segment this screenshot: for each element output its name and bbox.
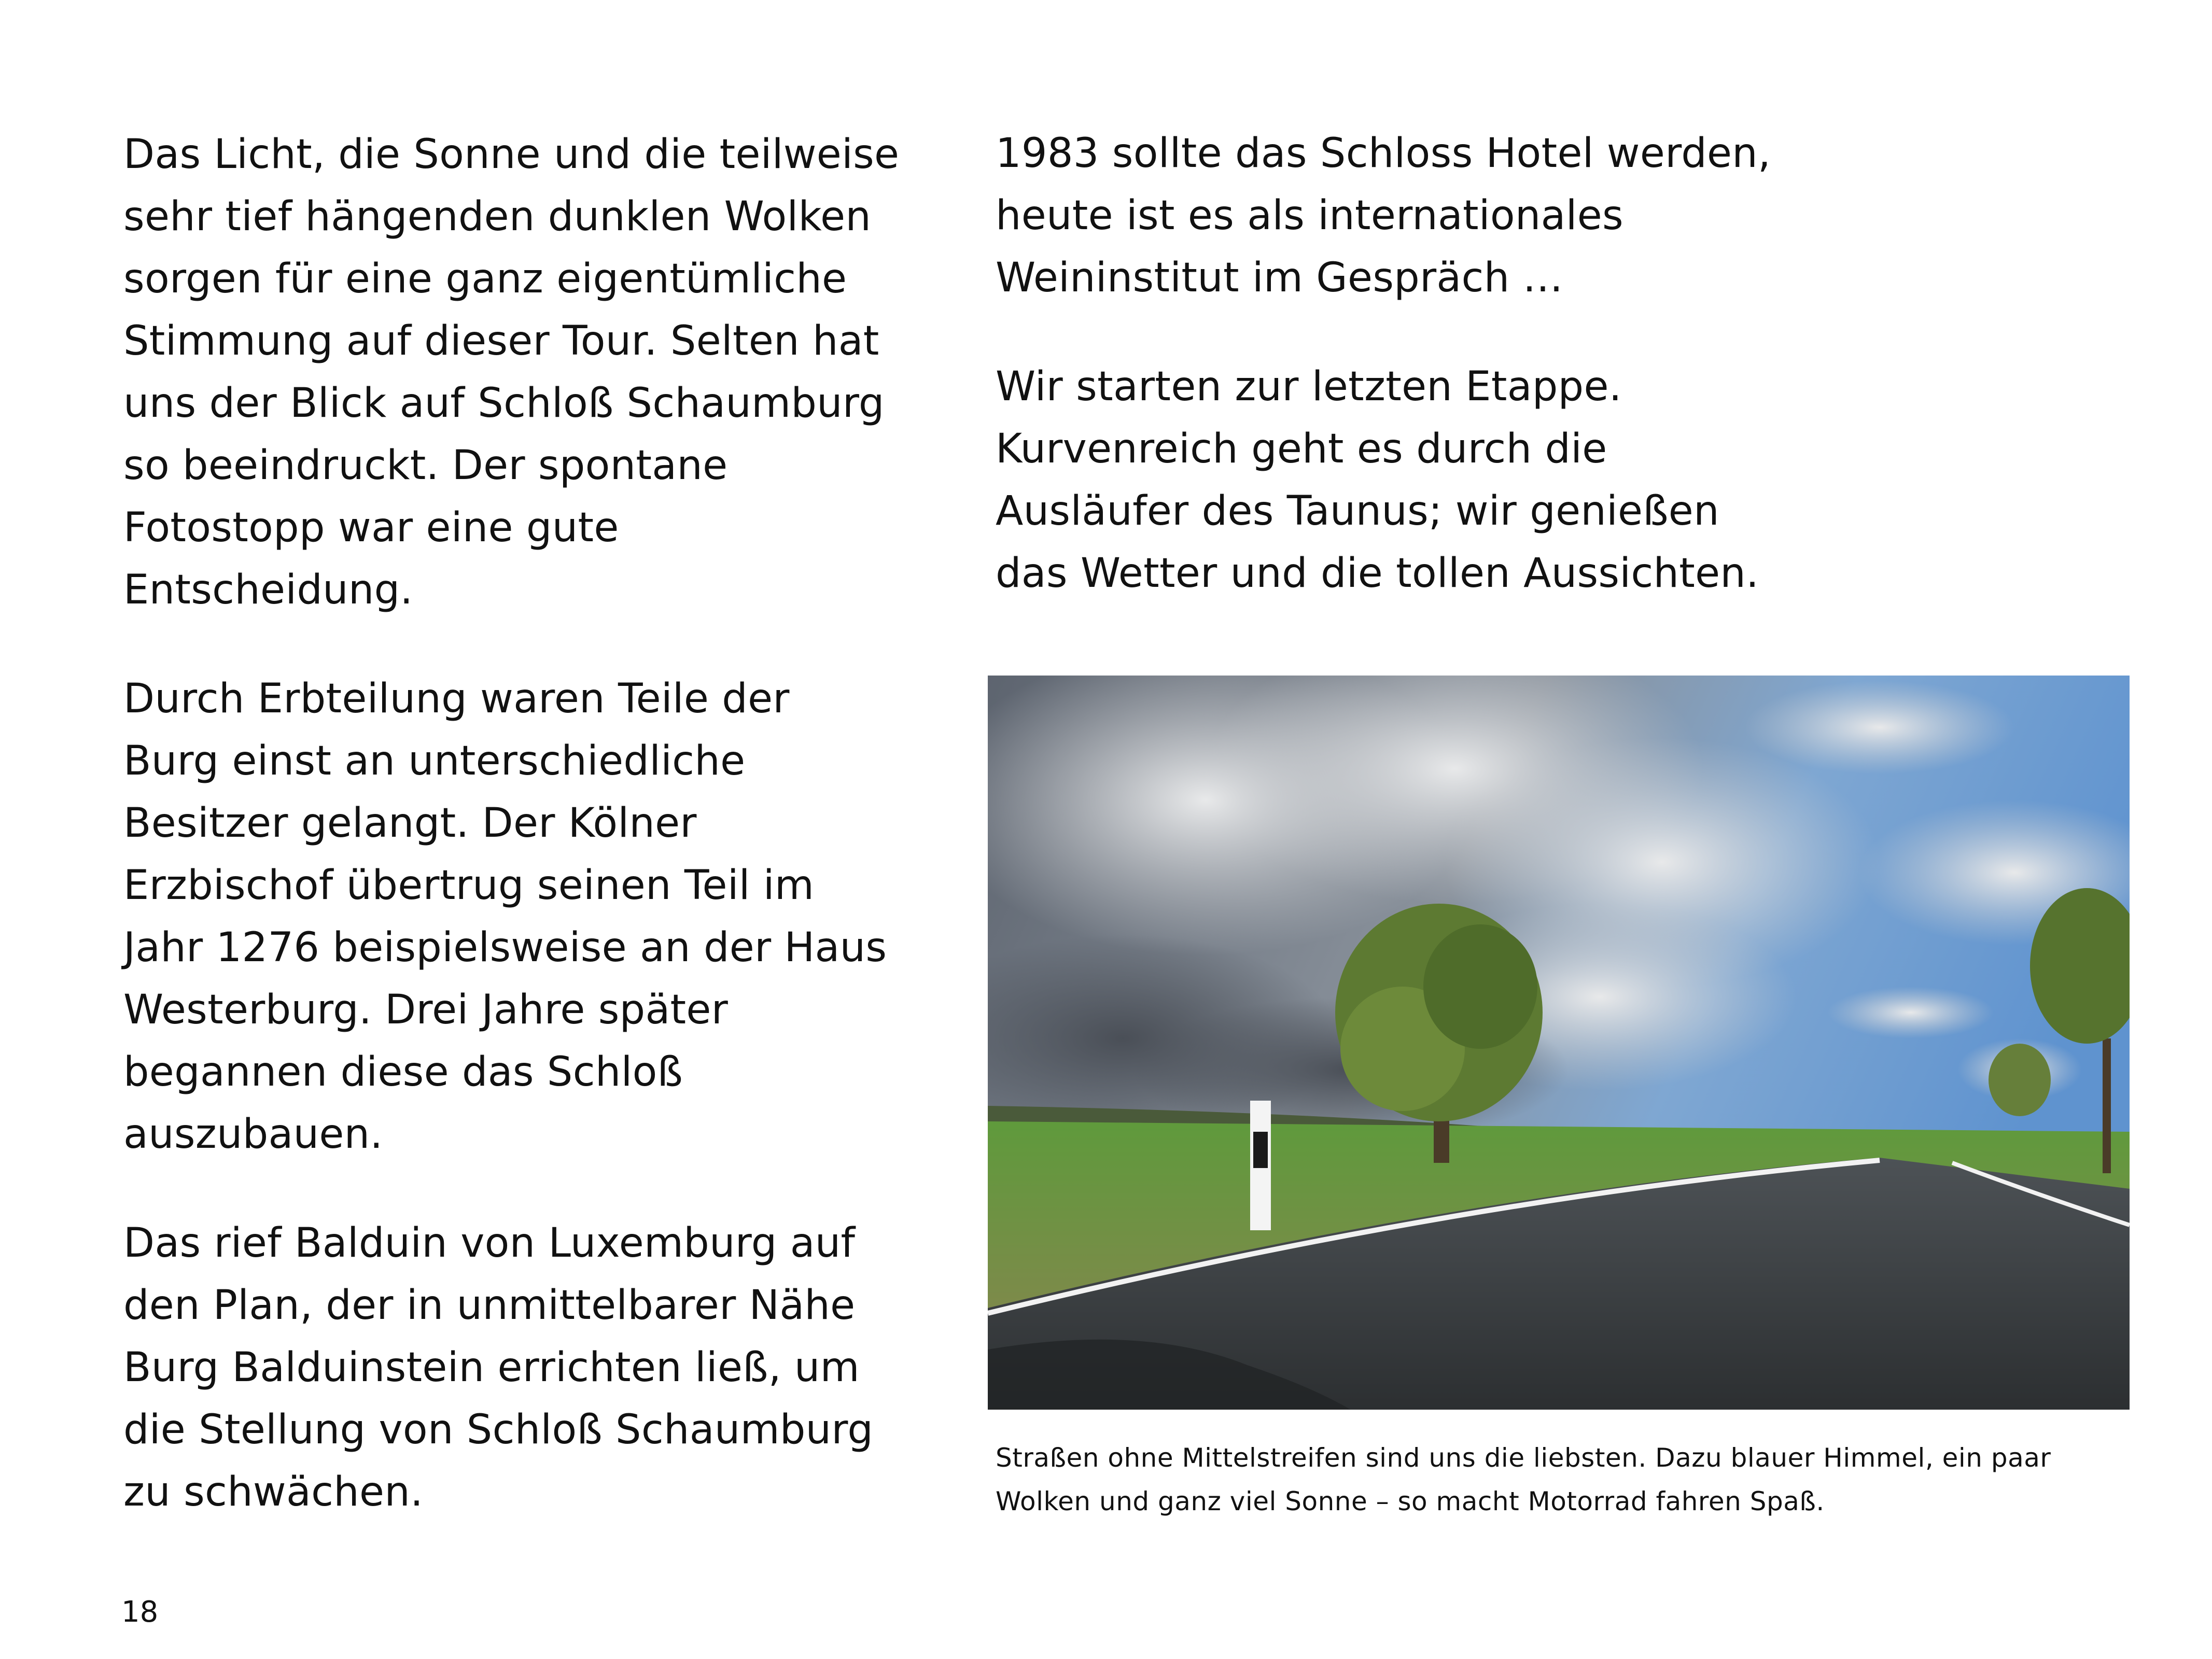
paragraph-last-stage: Wir starten zur letzten Etappe. Kurvenreich geht es durch die Ausläufer des Taunus; wir genießen das Wetter und die tollen Aussichten. (996, 363, 1759, 597)
paragraph-light-and-clouds: Das Licht, die Sonne und die teilweise sehr tief hängenden dunklen Wolken sorgen für eine ganz eigentümliche Stimmung auf dieser Tour. Selten hat uns der Blick auf Schloß Schaumburg so beeindruckt. Der spontane Fotostopp war eine gute Entscheidung. (123, 131, 900, 613)
paragraph-hotel-plans: 1983 sollte das Schloss Hotel werden, heute ist es als internationales Weininstitut im Gespräch … (996, 130, 1771, 301)
paragraph-balduin: Das rief Balduin von Luxemburg auf den Plan, der in unmittelbarer Nähe Burg Balduinstein errichten ließ, um die Stellung von Schloß Schaumburg zu schwächen. (123, 1220, 874, 1515)
page-number: 18 (121, 1595, 159, 1629)
clouds (988, 676, 2130, 1142)
left-text-column (123, 123, 932, 1523)
right-text-column (996, 122, 1804, 604)
photo-caption: Straßen ohne Mittelstreifen sind uns die liebsten. Dazu blauer Himmel, ein paar Wolken und ganz viel Sonne – so macht Motorrad fahren Spaß. (996, 1443, 2051, 1516)
paragraph-inheritance-history: Durch Erbteilung waren Teile der Burg einst an unterschiedliche Besitzer gelangt. Der Kölner Erzbischof übertrug seinen Teil im Jahr 1276 beispielsweise an der Haus Westerburg. Drei Jahre später begannen diese das Schloß auszubauen. (123, 676, 887, 1158)
roadside-post (1250, 1101, 1271, 1230)
road-landscape-photo (988, 676, 2130, 1410)
